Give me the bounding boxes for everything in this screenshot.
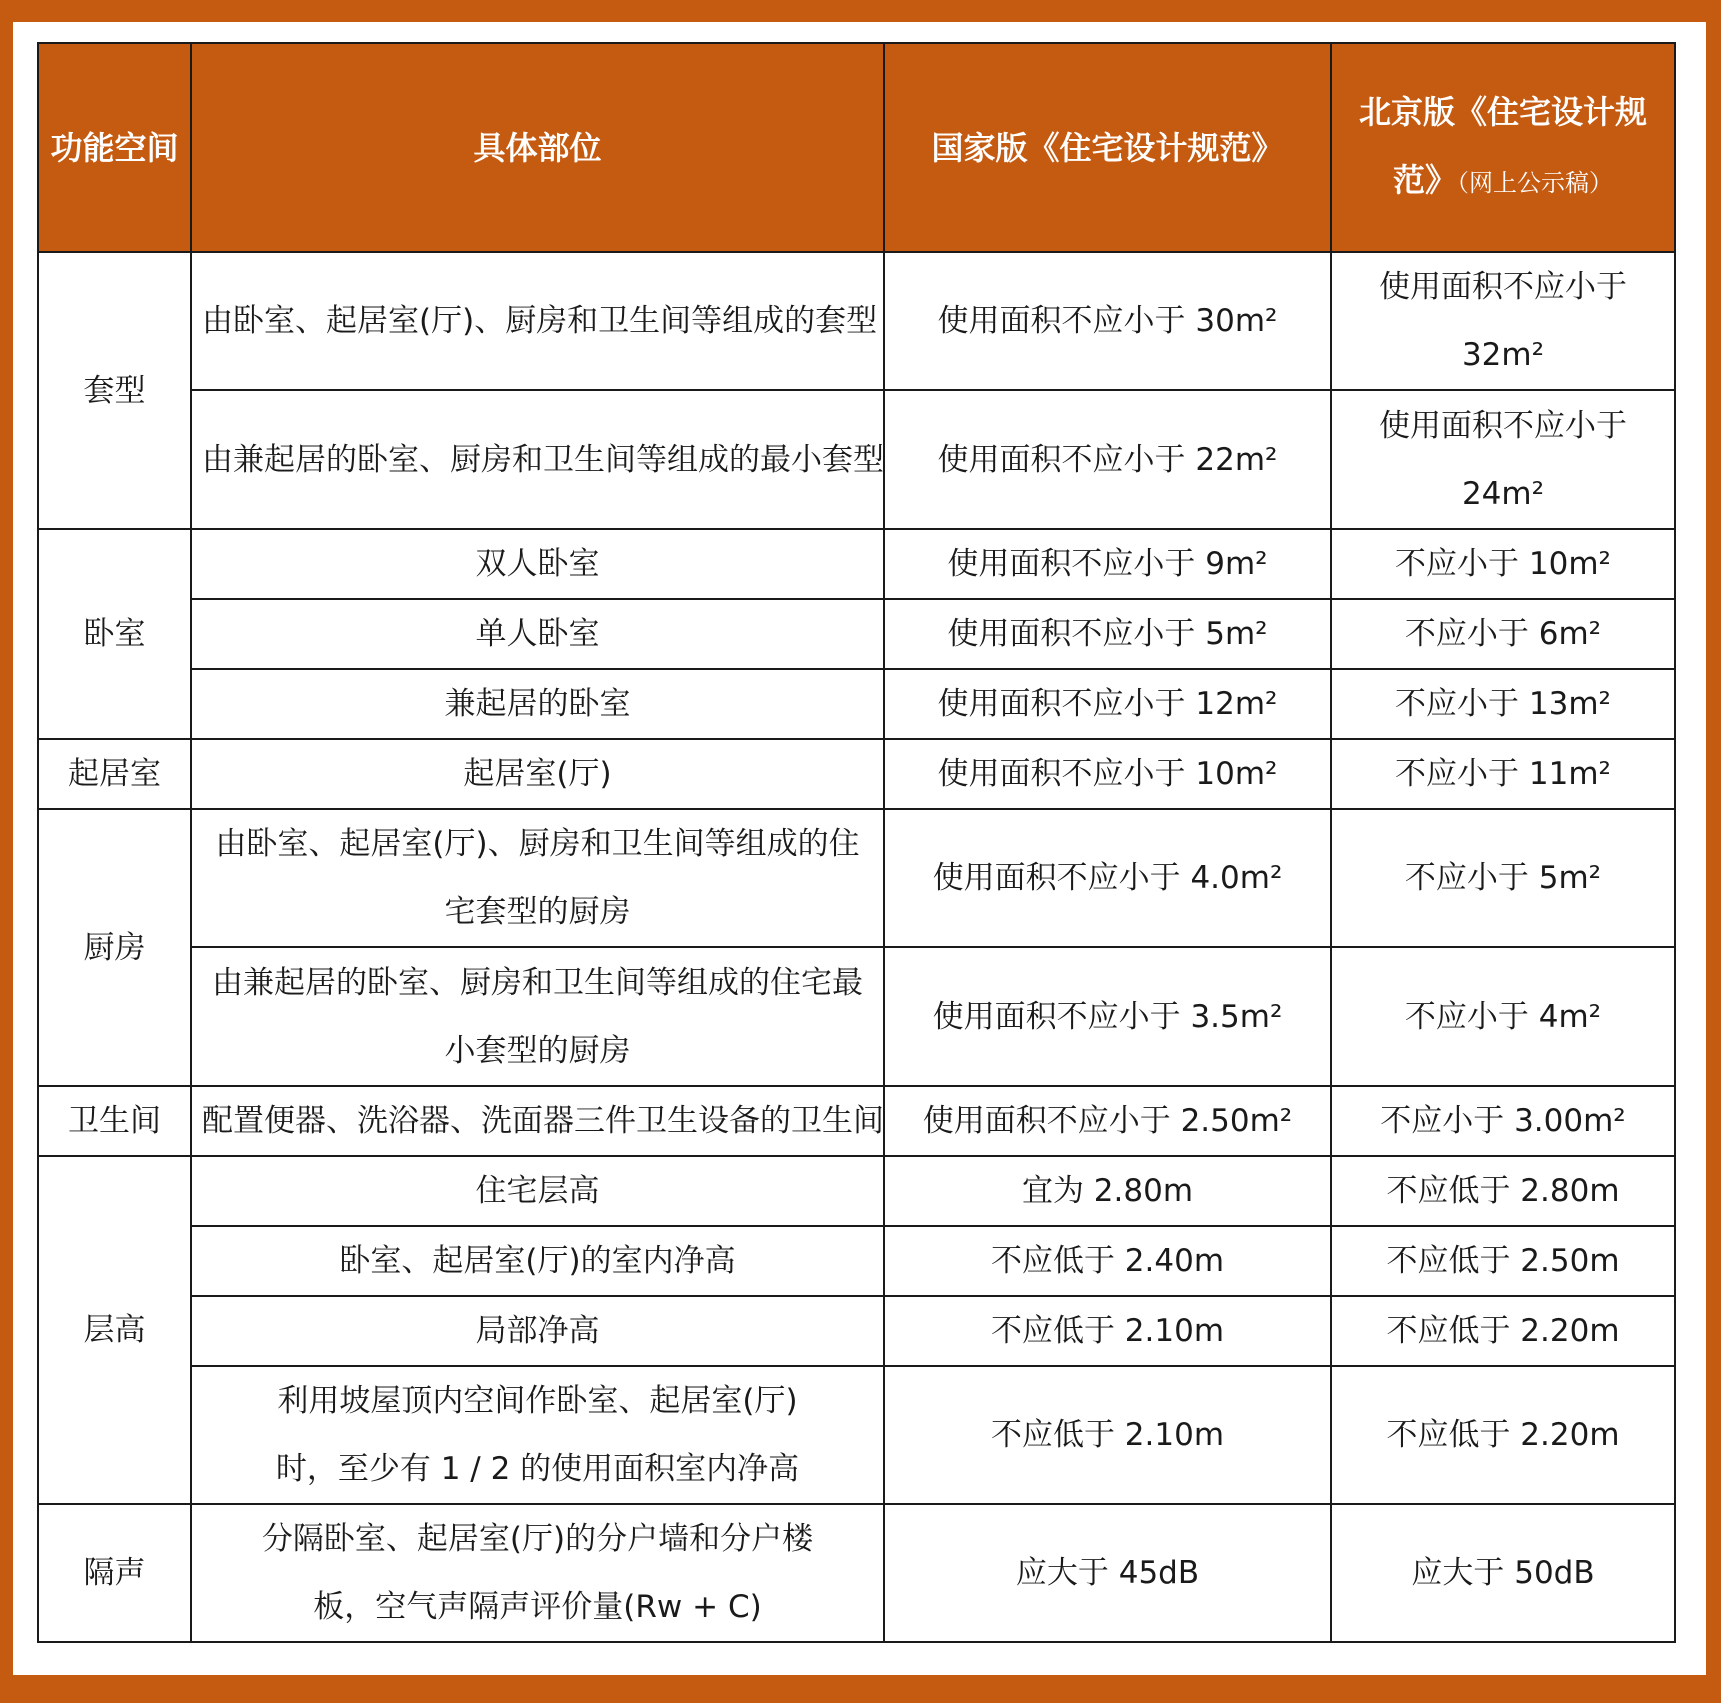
table-row [38,599,1675,669]
category-cell: 厨房 [38,809,191,1086]
table-row [38,669,1675,739]
part-cell: 由兼起居的卧室、厨房和卫生间等组成的住宅最小套型的厨房 [191,947,884,1086]
part-cell: 配置便器、洗浴器、洗面器三件卫生设备的卫生间 [191,1086,884,1156]
header-beijing-title: 北京版《住宅设计规范》 [1358,93,1647,199]
table-row [38,1156,1675,1226]
table-row [38,1296,1675,1366]
table-header-row [38,43,1675,252]
table-row [38,1504,1675,1642]
beijing-value-cell: 不应小于 10m² [1331,529,1675,599]
category-cell: 卫生间 [38,1086,191,1156]
national-value-cell: 不应低于 2.10m [884,1366,1331,1504]
beijing-value-cell: 不应小于 11m² [1331,739,1675,809]
table-row [38,1366,1675,1504]
national-value-cell: 使用面积不应小于 5m² [884,599,1331,669]
national-value-cell: 使用面积不应小于 12m² [884,669,1331,739]
national-value-cell: 使用面积不应小于 3.5m² [884,947,1331,1086]
beijing-value-cell: 不应低于 2.80m [1331,1156,1675,1226]
part-cell: 由卧室、起居室(厅)、厨房和卫生间等组成的住宅套型的厨房 [191,809,884,947]
spec-comparison-table [37,42,1676,1643]
table-row [38,529,1675,599]
part-cell: 由兼起居的卧室、厨房和卫生间等组成的最小套型 [191,390,884,529]
beijing-value-cell: 不应低于 2.20m [1331,1296,1675,1366]
part-cell: 起居室(厅) [191,739,884,809]
beijing-value-cell: 不应低于 2.20m [1331,1366,1675,1504]
header-specific-part: 具体部位 [191,43,884,252]
national-value-cell: 宜为 2.80m [884,1156,1331,1226]
header-function-space: 功能空间 [38,43,191,252]
national-value-cell: 使用面积不应小于 22m² [884,390,1331,529]
beijing-value-cell: 应大于 50dB [1331,1504,1675,1642]
beijing-value-cell: 不应低于 2.50m [1331,1226,1675,1296]
header-national-standard: 国家版《住宅设计规范》 [884,43,1331,252]
part-cell: 卧室、起居室(厅)的室内净高 [191,1226,884,1296]
part-cell: 双人卧室 [191,529,884,599]
table-row [38,809,1675,947]
part-cell: 住宅层高 [191,1156,884,1226]
beijing-value-cell: 不应小于 4m² [1331,947,1675,1086]
national-value-cell: 使用面积不应小于 2.50m² [884,1086,1331,1156]
category-cell: 起居室 [38,739,191,809]
beijing-value-cell: 不应小于 6m² [1331,599,1675,669]
category-cell: 隔声 [38,1504,191,1642]
category-cell: 层高 [38,1156,191,1504]
table-row [38,1226,1675,1296]
national-value-cell: 应大于 45dB [884,1504,1331,1642]
table-row [38,739,1675,809]
national-value-cell: 不应低于 2.40m [884,1226,1331,1296]
beijing-value-cell: 使用面积不应小于 32m² [1331,252,1675,390]
part-cell: 局部净高 [191,1296,884,1366]
header-beijing-standard [1331,43,1675,252]
beijing-value-cell: 不应小于 3.00m² [1331,1086,1675,1156]
beijing-value-cell: 不应小于 5m² [1331,809,1675,947]
national-value-cell: 使用面积不应小于 10m² [884,739,1331,809]
part-cell: 兼起居的卧室 [191,669,884,739]
table-row [38,947,1675,1086]
national-value-cell: 使用面积不应小于 30m² [884,252,1331,390]
part-cell: 利用坡屋顶内空间作卧室、起居室(厅)时，至少有 1 / 2 的使用面积室内净高 [191,1366,884,1504]
beijing-value-cell: 使用面积不应小于 24m² [1331,390,1675,529]
part-cell: 分隔卧室、起居室(厅)的分户墙和分户楼板，空气声隔声评价量(Rw + C) [191,1504,884,1642]
table-row [38,1086,1675,1156]
national-value-cell: 使用面积不应小于 4.0m² [884,809,1331,947]
table-row [38,252,1675,390]
category-cell: 套型 [38,252,191,529]
beijing-value-cell: 不应小于 13m² [1331,669,1675,739]
content-card [13,22,1706,1675]
national-value-cell: 使用面积不应小于 9m² [884,529,1331,599]
part-cell: 由卧室、起居室(厅)、厨房和卫生间等组成的套型 [191,252,884,390]
category-cell: 卧室 [38,529,191,739]
table-row [38,390,1675,529]
national-value-cell: 不应低于 2.10m [884,1296,1331,1366]
header-beijing-subtitle: （网上公示稿） [1457,169,1613,197]
part-cell: 单人卧室 [191,599,884,669]
